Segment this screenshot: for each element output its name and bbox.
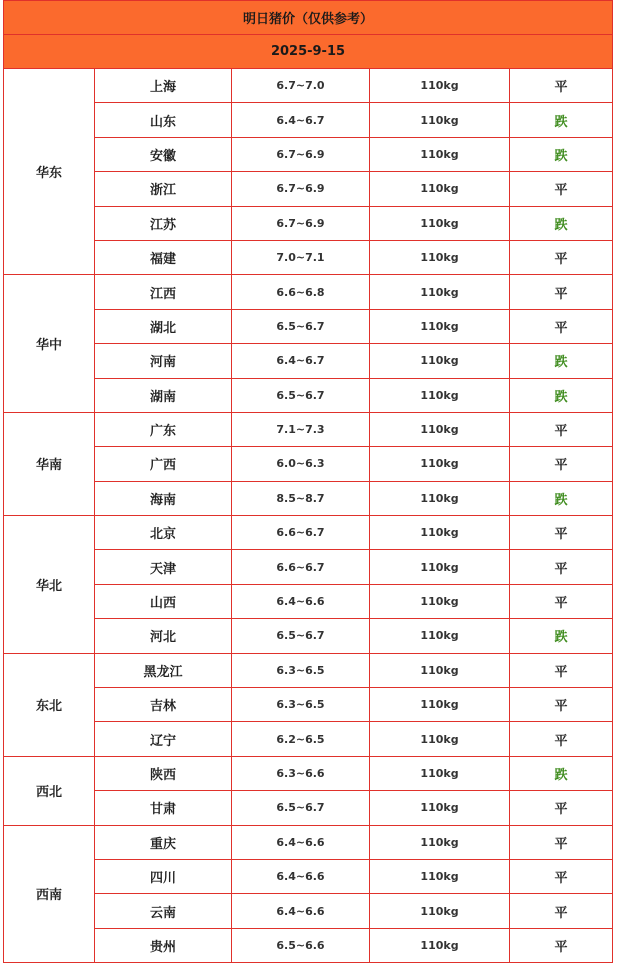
weight-cell: 110kg [370,584,510,618]
price-cell: 6.5~6.7 [232,309,370,343]
trend-cell: 跌 [510,344,613,378]
weight-cell: 110kg [370,172,510,206]
table-row [4,275,613,309]
weight-cell: 110kg [370,653,510,687]
weight-cell: 110kg [370,412,510,446]
weight-cell: 110kg [370,447,510,481]
province-cell: 福建 [95,240,232,274]
price-cell: 6.7~6.9 [232,172,370,206]
price-cell: 6.3~6.6 [232,756,370,790]
region-cell: 华东 [4,69,95,275]
province-cell: 辽宁 [95,722,232,756]
table-row [4,688,613,722]
price-cell: 6.0~6.3 [232,447,370,481]
trend-cell: 跌 [510,756,613,790]
trend-cell: 跌 [510,378,613,412]
price-table [3,0,613,963]
trend-cell: 跌 [510,481,613,515]
province-cell: 河北 [95,619,232,653]
trend-cell: 平 [510,791,613,825]
table-row [4,619,613,653]
province-cell: 陕西 [95,756,232,790]
price-cell: 6.6~6.7 [232,516,370,550]
trend-cell: 平 [510,894,613,928]
weight-cell: 110kg [370,516,510,550]
weight-cell: 110kg [370,309,510,343]
table-row [4,894,613,928]
province-cell: 山东 [95,103,232,137]
province-cell: 河南 [95,344,232,378]
trend-cell: 跌 [510,103,613,137]
price-cell: 6.6~6.7 [232,550,370,584]
table-row [4,137,613,171]
weight-cell: 110kg [370,69,510,103]
table-row [4,309,613,343]
weight-cell: 110kg [370,137,510,171]
weight-cell: 110kg [370,722,510,756]
province-cell: 山西 [95,584,232,618]
price-cell: 6.4~6.7 [232,344,370,378]
price-cell: 7.1~7.3 [232,412,370,446]
price-cell: 6.5~6.7 [232,791,370,825]
province-cell: 天津 [95,550,232,584]
price-cell: 7.0~7.1 [232,240,370,274]
price-cell: 6.3~6.5 [232,688,370,722]
table-row [4,516,613,550]
price-cell: 6.4~6.6 [232,894,370,928]
price-table-container [3,0,612,963]
table-row [4,412,613,446]
weight-cell: 110kg [370,859,510,893]
table-body [4,69,613,963]
province-cell: 广东 [95,412,232,446]
trend-cell: 平 [510,516,613,550]
region-cell: 华中 [4,275,95,413]
table-row [4,481,613,515]
trend-cell: 平 [510,172,613,206]
weight-cell: 110kg [370,894,510,928]
trend-cell: 平 [510,550,613,584]
province-cell: 安徽 [95,137,232,171]
weight-cell: 110kg [370,688,510,722]
weight-cell: 110kg [370,206,510,240]
province-cell: 湖北 [95,309,232,343]
price-cell: 6.7~7.0 [232,69,370,103]
weight-cell: 110kg [370,928,510,962]
table-row [4,791,613,825]
table-row [4,928,613,962]
table-row [4,172,613,206]
province-cell: 甘肃 [95,791,232,825]
price-cell: 8.5~8.7 [232,481,370,515]
region-cell: 东北 [4,653,95,756]
weight-cell: 110kg [370,103,510,137]
price-cell: 6.7~6.9 [232,137,370,171]
province-cell: 海南 [95,481,232,515]
table-row [4,240,613,274]
province-cell: 浙江 [95,172,232,206]
region-cell: 华北 [4,516,95,654]
province-cell: 上海 [95,69,232,103]
province-cell: 北京 [95,516,232,550]
price-cell: 6.7~6.9 [232,206,370,240]
price-cell: 6.4~6.6 [232,584,370,618]
weight-cell: 110kg [370,791,510,825]
province-cell: 吉林 [95,688,232,722]
trend-cell: 平 [510,688,613,722]
weight-cell: 110kg [370,275,510,309]
region-cell: 西北 [4,756,95,825]
trend-cell: 跌 [510,206,613,240]
table-row [4,756,613,790]
trend-cell: 平 [510,722,613,756]
price-cell: 6.3~6.5 [232,653,370,687]
table-row [4,206,613,240]
province-cell: 重庆 [95,825,232,859]
weight-cell: 110kg [370,619,510,653]
table-row [4,378,613,412]
price-cell: 6.4~6.7 [232,103,370,137]
trend-cell: 平 [510,584,613,618]
price-cell: 6.5~6.6 [232,928,370,962]
region-cell: 华南 [4,412,95,515]
table-row [4,859,613,893]
trend-cell: 平 [510,275,613,309]
table-row [4,69,613,103]
weight-cell: 110kg [370,344,510,378]
province-cell: 黑龙江 [95,653,232,687]
trend-cell: 平 [510,859,613,893]
table-row [4,103,613,137]
price-cell: 6.6~6.8 [232,275,370,309]
weight-cell: 110kg [370,481,510,515]
province-cell: 贵州 [95,928,232,962]
trend-cell: 跌 [510,619,613,653]
trend-cell: 平 [510,447,613,481]
trend-cell: 平 [510,653,613,687]
price-cell: 6.2~6.5 [232,722,370,756]
region-cell: 西南 [4,825,95,963]
weight-cell: 110kg [370,378,510,412]
table-row [4,550,613,584]
trend-cell: 平 [510,412,613,446]
trend-cell: 平 [510,825,613,859]
province-cell: 四川 [95,859,232,893]
table-row [4,584,613,618]
weight-cell: 110kg [370,240,510,274]
weight-cell: 110kg [370,825,510,859]
province-cell: 广西 [95,447,232,481]
trend-cell: 平 [510,309,613,343]
trend-cell: 平 [510,928,613,962]
page-title: 明日猪价（仅供参考） [4,1,613,35]
price-cell: 6.5~6.7 [232,378,370,412]
trend-cell: 跌 [510,137,613,171]
province-cell: 江西 [95,275,232,309]
trend-cell: 平 [510,69,613,103]
table-row [4,653,613,687]
weight-cell: 110kg [370,756,510,790]
date-row: 2025-9-15 [4,35,613,69]
province-cell: 江苏 [95,206,232,240]
price-cell: 6.4~6.6 [232,859,370,893]
table-row [4,344,613,378]
table-row [4,722,613,756]
table-row [4,825,613,859]
weight-cell: 110kg [370,550,510,584]
price-cell: 6.4~6.6 [232,825,370,859]
province-cell: 云南 [95,894,232,928]
trend-cell: 平 [510,240,613,274]
province-cell: 湖南 [95,378,232,412]
price-cell: 6.5~6.7 [232,619,370,653]
table-row [4,447,613,481]
